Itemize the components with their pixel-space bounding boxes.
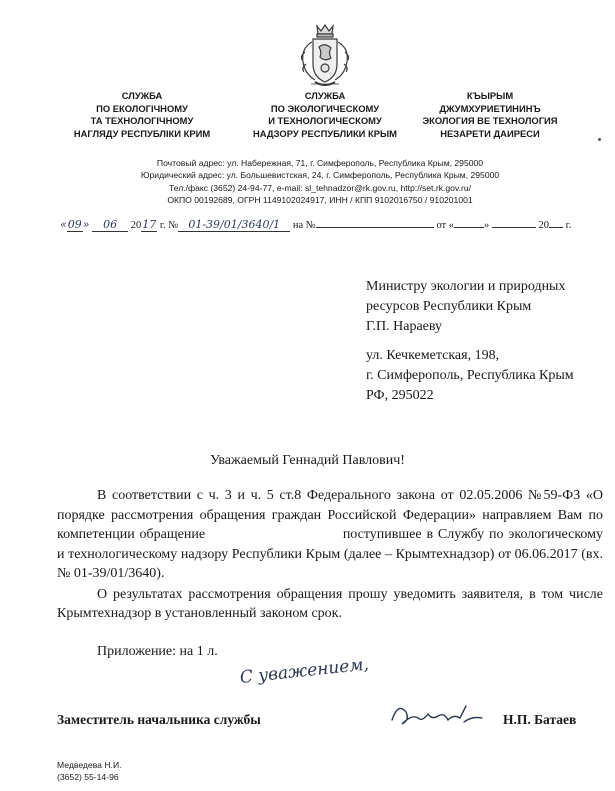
body-paragraph-1: В соответствии с ч. 3 и ч. 5 ст.8 Федерального закона от 02.05.2006 №59-ФЗ «О порядке рассмотрения обращения граждан Российской Федерации» направляем Вам по компетенции обращение поступившее в Службу по экологическому и технологическому надзору Республики Крым (далее – Крымтехнадзор) от 06.06.2017 (вх. № 01-39/01/3640).: [57, 488, 603, 581]
agency-name-ukrainian: СЛУЖБА ПО ЕКОЛОГІЧНОМУ ТА ТЕХНОЛОГІЧНОМУ НАГЛЯДУ РЕСПУБЛІКИ КРИМ: [73, 90, 211, 139]
scan-dot: [598, 138, 601, 141]
ref-year: 17: [142, 218, 157, 231]
ref-incoming-month: [492, 227, 536, 228]
registration-codes: ОКПО 00192689, ОГРН 1149102024917, ИНН / КПП 9102016750 / 910201001: [167, 195, 473, 206]
addressee: Министру экологии и природных ресурсов Республики Крым Г.П. Нараеву: [366, 279, 566, 334]
postal-address: Почтовый адрес: ул. Набережная, 71, г. Симферополь, Республика Крым, 295000: [156, 158, 484, 168]
letter-body: [57, 486, 603, 624]
signatory-name: Н.П. Батаев: [503, 712, 577, 727]
salutation: Уважаемый Геннадий Павлович!: [210, 453, 405, 468]
ref-number: 01-39/01/3640/1: [178, 219, 290, 232]
executor-phone: (3652) 55-14-96: [57, 772, 119, 782]
executor-info: [57, 759, 122, 783]
ref-incoming-number: [316, 227, 434, 228]
legal-address: Юридический адрес: ул. Большевистская, 24, г. Симферополь, Республика Крым, 295000: [140, 170, 500, 181]
attachment-note: Приложение: на 1 л.: [97, 644, 218, 659]
contact-details: [90, 157, 550, 207]
agency-name-russian: СЛУЖБА ПО ЭКОЛОГИЧЕСКОМУ И ТЕХНОЛОГИЧЕСКОМУ НАДЗОРУ РЕСПУБЛИКИ КРЫМ: [253, 90, 397, 139]
coat-of-arms-icon: [295, 22, 355, 90]
executor-name: Медведева Н.И.: [57, 760, 122, 770]
agency-name-crimean-tatar: КЪЫРЫМ ДЖУМХУРИЕТИНИНЪ ЭКОЛОГИЯ ВЕ ТЕХНОЛОГИЯ НЕЗАРЕТИ ДАИРЕСИ: [422, 90, 558, 139]
reference-line: «09» 06 2017 г. № 01-39/01/3640/1 на № от « » 20 г.: [60, 218, 572, 231]
handwritten-respect-note: С уважением,: [238, 654, 370, 688]
body-paragraph-2: О результатах рассмотрения обращения прошу уведомить заявителя, в том числе Крымтехнадзор в установленный законом срок.: [57, 586, 603, 621]
addressee-address: ул. Кечкеметская, 198, г. Симферополь, Республика Крым РФ, 295022: [366, 348, 574, 403]
phone-email-line: Тел./факс (3652) 24-94-77, e-mail: sl_tehnadzor@rk.gov.ru, http://set.rk.gov.ru/: [168, 182, 472, 193]
ref-month: 06: [92, 219, 128, 232]
ref-incoming-year: [549, 227, 563, 228]
ref-day: 09: [67, 218, 82, 231]
ref-incoming-day: [454, 227, 484, 228]
signatory-title: Заместитель начальника службы: [57, 712, 261, 727]
handwritten-signature: [388, 698, 488, 734]
